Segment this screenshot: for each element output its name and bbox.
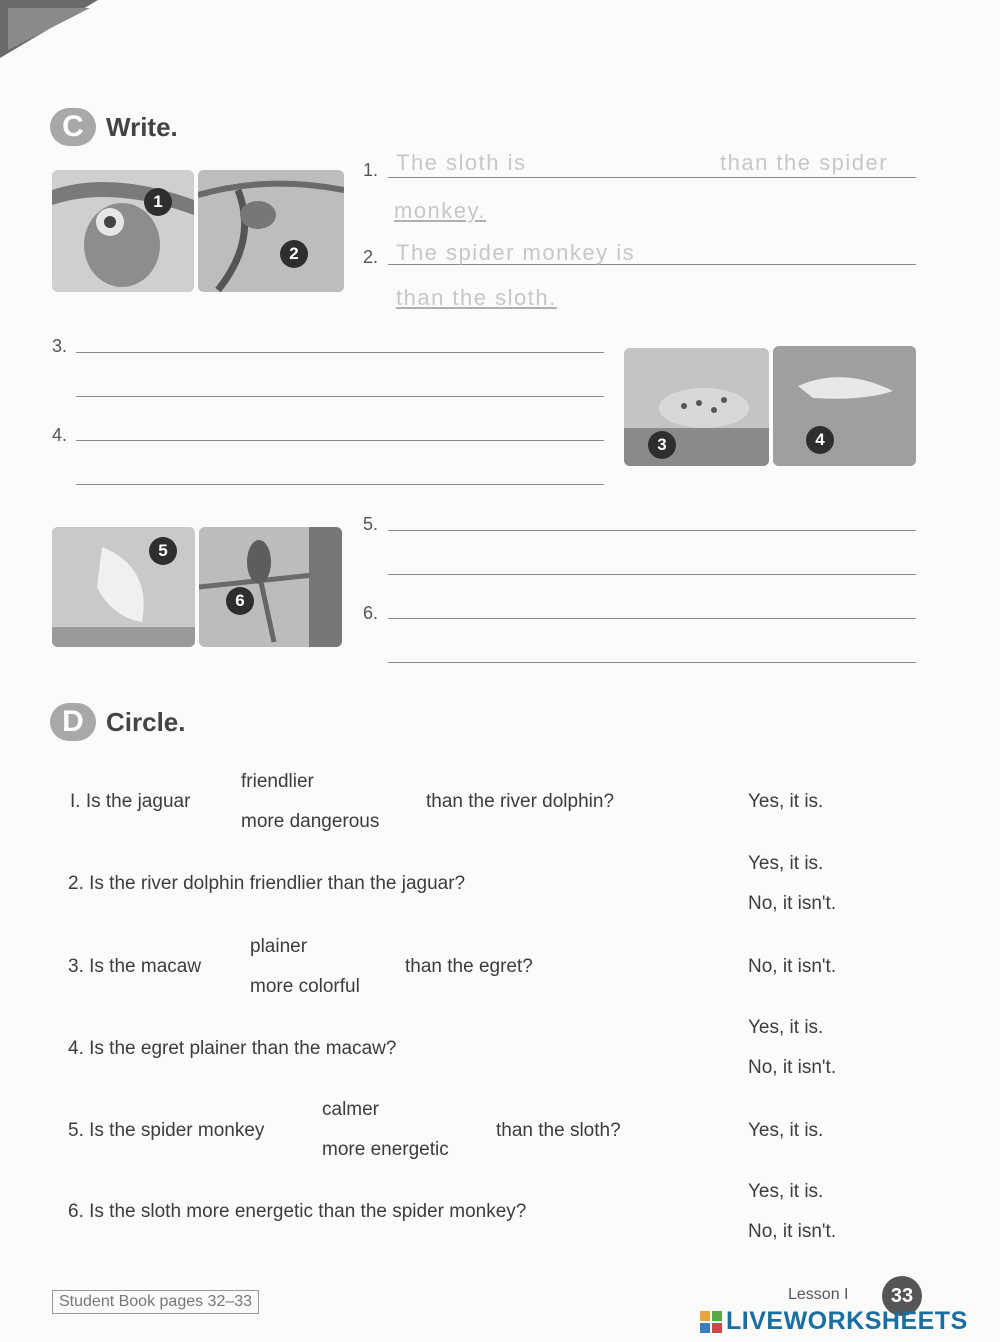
liveworksheets-brand[interactable] [700, 1307, 968, 1336]
c-item-3-line-b[interactable] [76, 396, 604, 397]
photo-label-2: 2 [280, 240, 308, 268]
d-question-2-answer-b[interactable]: No, it isn't. [748, 893, 837, 914]
photo-label-3: 3 [648, 431, 676, 459]
c-item-3-line-a[interactable] [76, 352, 604, 353]
c-item-6-number: 6. [363, 603, 379, 623]
photo-sloth [52, 170, 194, 292]
student-book-reference: Student Book pages 32–33 [52, 1290, 259, 1314]
jaguar-illustration [624, 348, 769, 466]
c-item-4-line-b[interactable] [76, 484, 604, 485]
c-item-6-line-a[interactable] [388, 618, 916, 619]
sloth-illustration [52, 170, 194, 292]
c-item-2-text-start: The spider monkey is [396, 240, 636, 265]
d-question-1-tail: than the river dolphin? [426, 791, 615, 812]
c-item-1-text-end: than the spider [720, 150, 889, 175]
lesson-label: Lesson I [788, 1286, 849, 1303]
c-item-4-number: 4. [52, 425, 68, 445]
c-item-2-text-continued: than the sloth. [396, 285, 557, 310]
section-c-title: Write. [106, 111, 178, 142]
page-number: 33 [882, 1276, 922, 1316]
d-question-5-stem: 5. Is the spider monkey [68, 1120, 265, 1141]
liveworksheets-logo-icon [700, 1311, 722, 1333]
d-question-3-option-a[interactable]: plainer [250, 936, 308, 957]
photo-macaw [199, 527, 342, 647]
d-question-5-option-a[interactable]: calmer [322, 1099, 380, 1120]
d-question-5-answer-a[interactable]: Yes, it is. [748, 1120, 824, 1141]
spider-monkey-illustration [198, 170, 344, 292]
c-item-4-line-a[interactable] [76, 440, 604, 441]
photo-label-4: 4 [806, 426, 834, 454]
section-d-title: Circle. [106, 706, 186, 737]
d-question-3-option-b[interactable]: more colorful [250, 976, 360, 997]
macaw-illustration [199, 527, 342, 647]
photo-label-1: 1 [144, 188, 172, 216]
c-item-3-number: 3. [52, 336, 68, 356]
d-question-3-answer-a[interactable]: No, it isn't. [748, 956, 837, 977]
d-question-1-stem: I. Is the jaguar [70, 791, 191, 812]
d-question-2-answer-a[interactable]: Yes, it is. [748, 853, 824, 874]
d-question-4-stem: 4. Is the egret plainer than the macaw? [68, 1038, 397, 1059]
page-corner-fold [0, 0, 100, 60]
c-item-1-line-a[interactable] [388, 177, 916, 178]
d-question-6-answer-b[interactable]: No, it isn't. [748, 1221, 837, 1242]
c-item-5-line-a[interactable] [388, 530, 916, 531]
section-c-header [50, 108, 178, 146]
photo-egret [52, 527, 195, 647]
section-c-badge: C [50, 108, 96, 146]
d-question-3-stem: 3. Is the macaw [68, 956, 202, 977]
photo-label-5: 5 [149, 537, 177, 565]
d-question-3-tail: than the egret? [405, 956, 533, 977]
c-item-1-text-continued: monkey. [394, 198, 487, 223]
photo-label-6: 6 [226, 587, 254, 615]
photo-jaguar [624, 348, 769, 466]
photo-spider-monkey [198, 170, 344, 292]
photo-river-dolphin [773, 346, 916, 466]
river-dolphin-illustration [773, 346, 916, 466]
section-d-badge: D [50, 703, 96, 741]
liveworksheets-wordmark: LIVEWORKSHEETS [726, 1307, 968, 1335]
d-question-5-tail: than the sloth? [496, 1120, 621, 1141]
d-question-6-stem: 6. Is the sloth more energetic than the spider monkey? [68, 1201, 527, 1222]
d-question-1-option-b[interactable]: more dangerous [241, 811, 380, 832]
d-question-5-option-b[interactable]: more energetic [322, 1139, 449, 1160]
d-question-6-answer-a[interactable]: Yes, it is. [748, 1181, 824, 1202]
c-item-6-line-b[interactable] [388, 662, 916, 663]
d-question-4-answer-a[interactable]: Yes, it is. [748, 1017, 824, 1038]
section-d-header [50, 703, 186, 741]
c-item-5-number: 5. [363, 514, 379, 534]
c-item-1-number: 1. [363, 160, 379, 180]
d-question-1-option-a[interactable]: friendlier [241, 771, 314, 792]
d-question-2-stem: 2. Is the river dolphin friendlier than the jaguar? [68, 873, 466, 894]
d-question-4-answer-b[interactable]: No, it isn't. [748, 1057, 837, 1078]
d-question-1-answer-a[interactable]: Yes, it is. [748, 791, 824, 812]
c-item-2-number: 2. [363, 247, 379, 267]
c-item-5-line-b[interactable] [388, 574, 916, 575]
c-item-1-text-start: The sloth is [396, 150, 527, 175]
